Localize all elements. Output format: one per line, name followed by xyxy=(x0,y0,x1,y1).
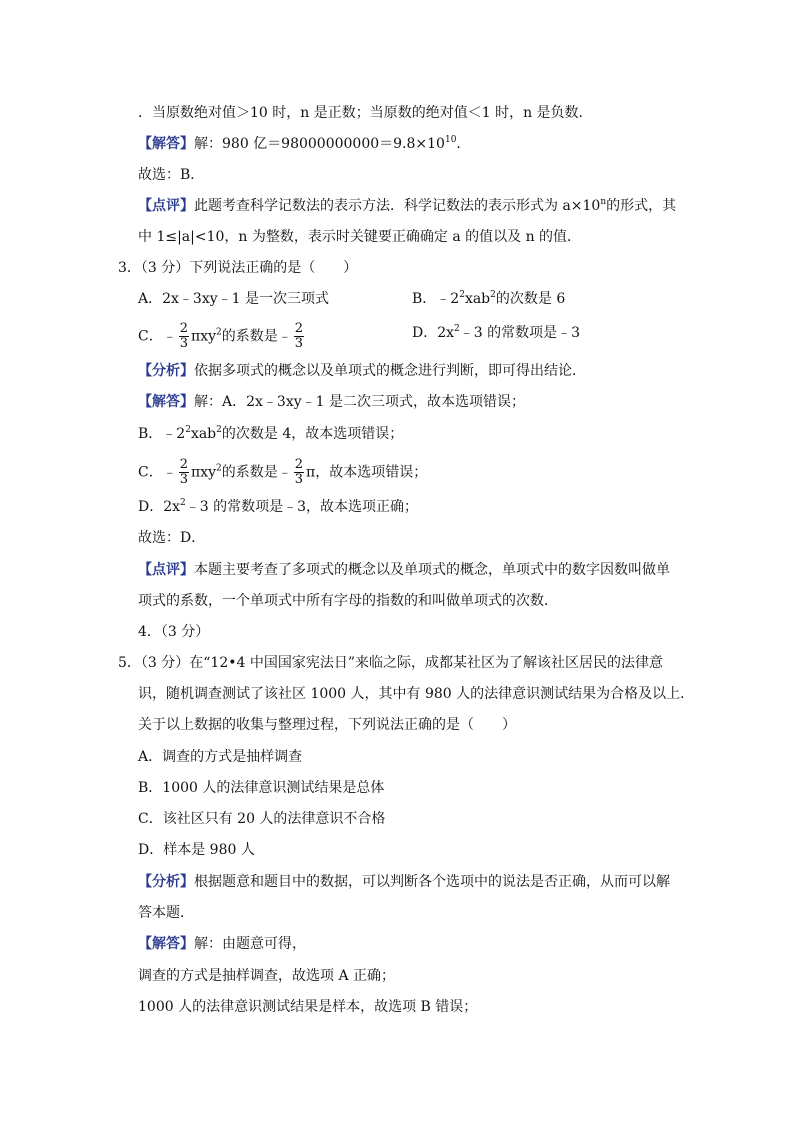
q2-comment-line-1: 【点评】此题考查科学记数法的表示方法．科学记数法的表示形式为 $a\times 10^n$的形式，其 xyxy=(138,197,677,214)
analysis-tag: 【分析】 xyxy=(138,874,194,890)
comment-tag: 【点评】 xyxy=(138,562,194,578)
q3-answer-line-2: B．$﹣2^2xab^2$的次数是 4，故本选项错误； xyxy=(138,425,404,442)
q3-option-b: B．$﹣2^2xab^2$的次数是 6 xyxy=(412,290,566,307)
comment-tag: 【点评】 xyxy=(138,198,194,214)
q3-answer-line-3: C．﹣ $\frac{2}{3}$ πxy$^2$的系数是﹣ $\frac{2}{3}$ π，故本选项错误； xyxy=(138,457,428,487)
q5-option-a: A．调查的方式是抽样调查 xyxy=(138,749,303,765)
fraction: $\frac{2}{3}$ xyxy=(179,321,188,351)
q2-answer-line: 【解答】解：980 亿$=98000000000=9.8\times 10^{10}$． xyxy=(138,135,471,152)
analysis-tag: 【分析】 xyxy=(138,363,194,379)
q5-stem-line-1: 5．（3 分）在“12•4 中国国家宪法日”来临之际，成都某社区为了解该社区居民的法律意 xyxy=(118,655,664,671)
answer-tag: 【解答】 xyxy=(138,394,194,410)
q2-note-line: ．当原数绝对值＞10 时，n 是正数；当原数的绝对值＜1 时，n 是负数． xyxy=(138,105,593,121)
q5-stem-line-2: 识，随机调查测试了该社区 1000 人，其中有 980 人的法律意识测试结果为合格及以上． xyxy=(138,686,695,702)
q3-stem: 3．（3 分）下列说法正确的是（ ） xyxy=(118,260,358,276)
q3-analysis: 【分析】依据多项式的概念以及单项式的概念进行判断，即可得出结论． xyxy=(138,363,586,379)
q5-option-d: D．样本是 980 人 xyxy=(138,842,255,858)
answer-tag: 【解答】 xyxy=(138,936,194,952)
fraction: $\frac{2}{3}$ xyxy=(294,321,304,351)
q5-analysis-line-1: 【分析】根据题意和题目中的数据，可以判断各个选项中的说法是否正确，从而可以解 xyxy=(138,874,670,890)
fraction: $\frac{2}{3}$ xyxy=(179,457,188,487)
q5-answer-line: 【解答】解：由题意可得， xyxy=(138,936,306,952)
q5-answer-detail-1: 调查的方式是抽样调查，故选项 A 正确； xyxy=(138,968,396,984)
q5-analysis-line-2: 答本题． xyxy=(138,905,194,921)
q2-comment-line-2: 中 1≤|a|<10，n 为整数，表示时关键要正确确定 a 的值以及 n 的值． xyxy=(138,229,582,245)
fraction: $\frac{2}{3}$ xyxy=(294,457,304,487)
q3-choose-line: 故选：D． xyxy=(138,530,206,546)
q3-comment-line-1: 【点评】本题主要考查了多项式的概念以及单项式的概念，单项式中的数字因数叫做单 xyxy=(138,562,670,578)
q3-option-c: C．﹣ $\frac{2}{3}$ πxy$^2$的系数是﹣ $\frac{2}{3}$ xyxy=(138,321,304,351)
answer-tag: 【解答】 xyxy=(138,136,194,152)
q3-option-d: D．$2x^2﹣3$ 的常数项是﹣3 xyxy=(412,324,581,341)
q5-answer-detail-2: 1000 人的法律意识测试结果是样本，故选项 B 错误； xyxy=(138,999,478,1015)
q5-option-c: C．该社区只有 20 人的法律意识不合格 xyxy=(138,811,386,827)
q3-option-a: A．2x﹣3xy﹣1 是一次三项式 xyxy=(138,291,329,307)
q4-stem: 4．（3 分） xyxy=(138,624,210,640)
q3-comment-line-2: 项式的系数，一个单项式中所有字母的指数的和叫做单项式的次数． xyxy=(138,593,558,609)
q5-stem-line-3: 关于以上数据的收集与整理过程，下列说法正确的是（ ） xyxy=(138,717,516,733)
q3-answer-line-4: D．$2x^2﹣3$ 的常数项是﹣3，故本选项正确； xyxy=(138,498,419,515)
q2-choose-line: 故选：B． xyxy=(138,167,205,183)
q3-answer-line-1: 【解答】解：A．2x﹣3xy﹣1 是二次三项式，故本选项错误； xyxy=(138,394,525,410)
q5-option-b: B．1000 人的法律意识测试结果是总体 xyxy=(138,780,385,796)
